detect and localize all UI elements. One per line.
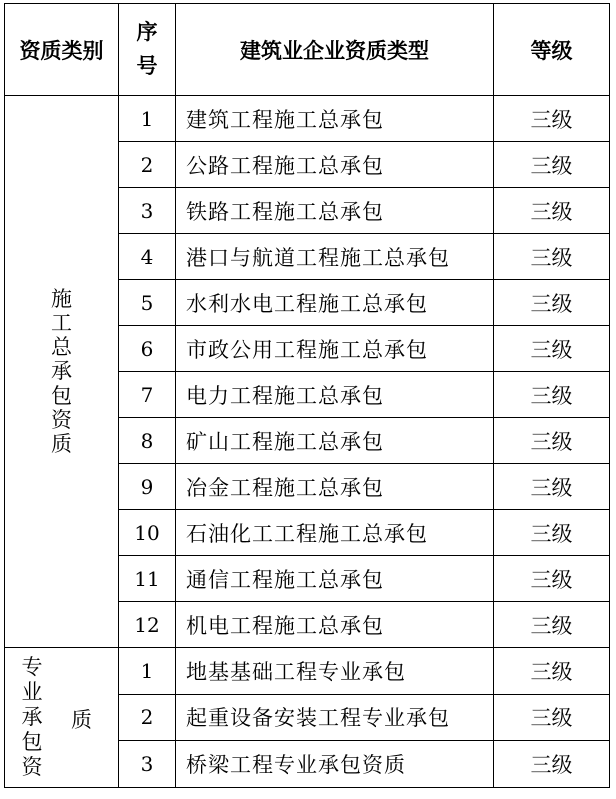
header-type: 建筑业企业资质类型 [176, 4, 494, 96]
type-cell: 地基基础工程专业承包 [176, 648, 494, 695]
seq-cell: 9 [119, 464, 176, 510]
header-row [5, 4, 610, 96]
grade-cell: 三级 [494, 234, 610, 280]
grade-cell: 三级 [494, 464, 610, 510]
header-grade: 等级 [494, 4, 610, 96]
type-cell: 冶金工程施工总承包 [176, 464, 494, 510]
category-specialized-main-text: 专业承包资 [21, 655, 43, 779]
qualification-table [4, 3, 610, 788]
table-row [5, 96, 610, 142]
type-cell: 机电工程施工总承包 [176, 602, 494, 648]
grade-cell: 三级 [494, 694, 610, 741]
seq-cell: 8 [119, 418, 176, 464]
table-body [5, 96, 610, 788]
seq-cell: 3 [119, 741, 176, 788]
type-cell: 建筑工程施工总承包 [176, 96, 494, 142]
grade-cell: 三级 [494, 142, 610, 188]
grade-cell: 三级 [494, 188, 610, 234]
seq-cell: 6 [119, 326, 176, 372]
seq-cell: 1 [119, 96, 176, 142]
seq-cell: 2 [119, 694, 176, 741]
type-cell: 港口与航道工程施工总承包 [176, 234, 494, 280]
type-cell: 起重设备安装工程专业承包 [176, 694, 494, 741]
seq-cell: 1 [119, 648, 176, 695]
grade-cell: 三级 [494, 648, 610, 695]
seq-cell: 7 [119, 372, 176, 418]
type-cell: 水利水电工程施工总承包 [176, 280, 494, 326]
grade-cell: 三级 [494, 372, 610, 418]
grade-cell: 三级 [494, 741, 610, 788]
seq-cell: 5 [119, 280, 176, 326]
table-row [5, 648, 610, 695]
type-cell: 市政公用工程施工总承包 [176, 326, 494, 372]
seq-cell: 12 [119, 602, 176, 648]
header-seq: 序号 [119, 4, 176, 96]
type-cell: 电力工程施工总承包 [176, 372, 494, 418]
grade-cell: 三级 [494, 556, 610, 602]
type-cell: 铁路工程施工总承包 [176, 188, 494, 234]
type-cell: 石油化工工程施工总承包 [176, 510, 494, 556]
type-cell: 桥梁工程专业承包资质 [176, 741, 494, 788]
type-cell: 通信工程施工总承包 [176, 556, 494, 602]
type-cell: 矿山工程施工总承包 [176, 418, 494, 464]
category-general-contracting: 施工总承包资质 [5, 96, 119, 648]
grade-cell: 三级 [494, 418, 610, 464]
grade-cell: 三级 [494, 96, 610, 142]
category-specialized-tail-text: 质 [71, 708, 92, 732]
seq-cell: 2 [119, 142, 176, 188]
seq-cell: 11 [119, 556, 176, 602]
type-cell: 公路工程施工总承包 [176, 142, 494, 188]
category-specialized-contracting [5, 648, 119, 788]
seq-cell: 4 [119, 234, 176, 280]
grade-cell: 三级 [494, 602, 610, 648]
grade-cell: 三级 [494, 510, 610, 556]
seq-cell: 10 [119, 510, 176, 556]
seq-cell: 3 [119, 188, 176, 234]
header-category: 资质类别 [5, 4, 119, 96]
grade-cell: 三级 [494, 280, 610, 326]
grade-cell: 三级 [494, 326, 610, 372]
